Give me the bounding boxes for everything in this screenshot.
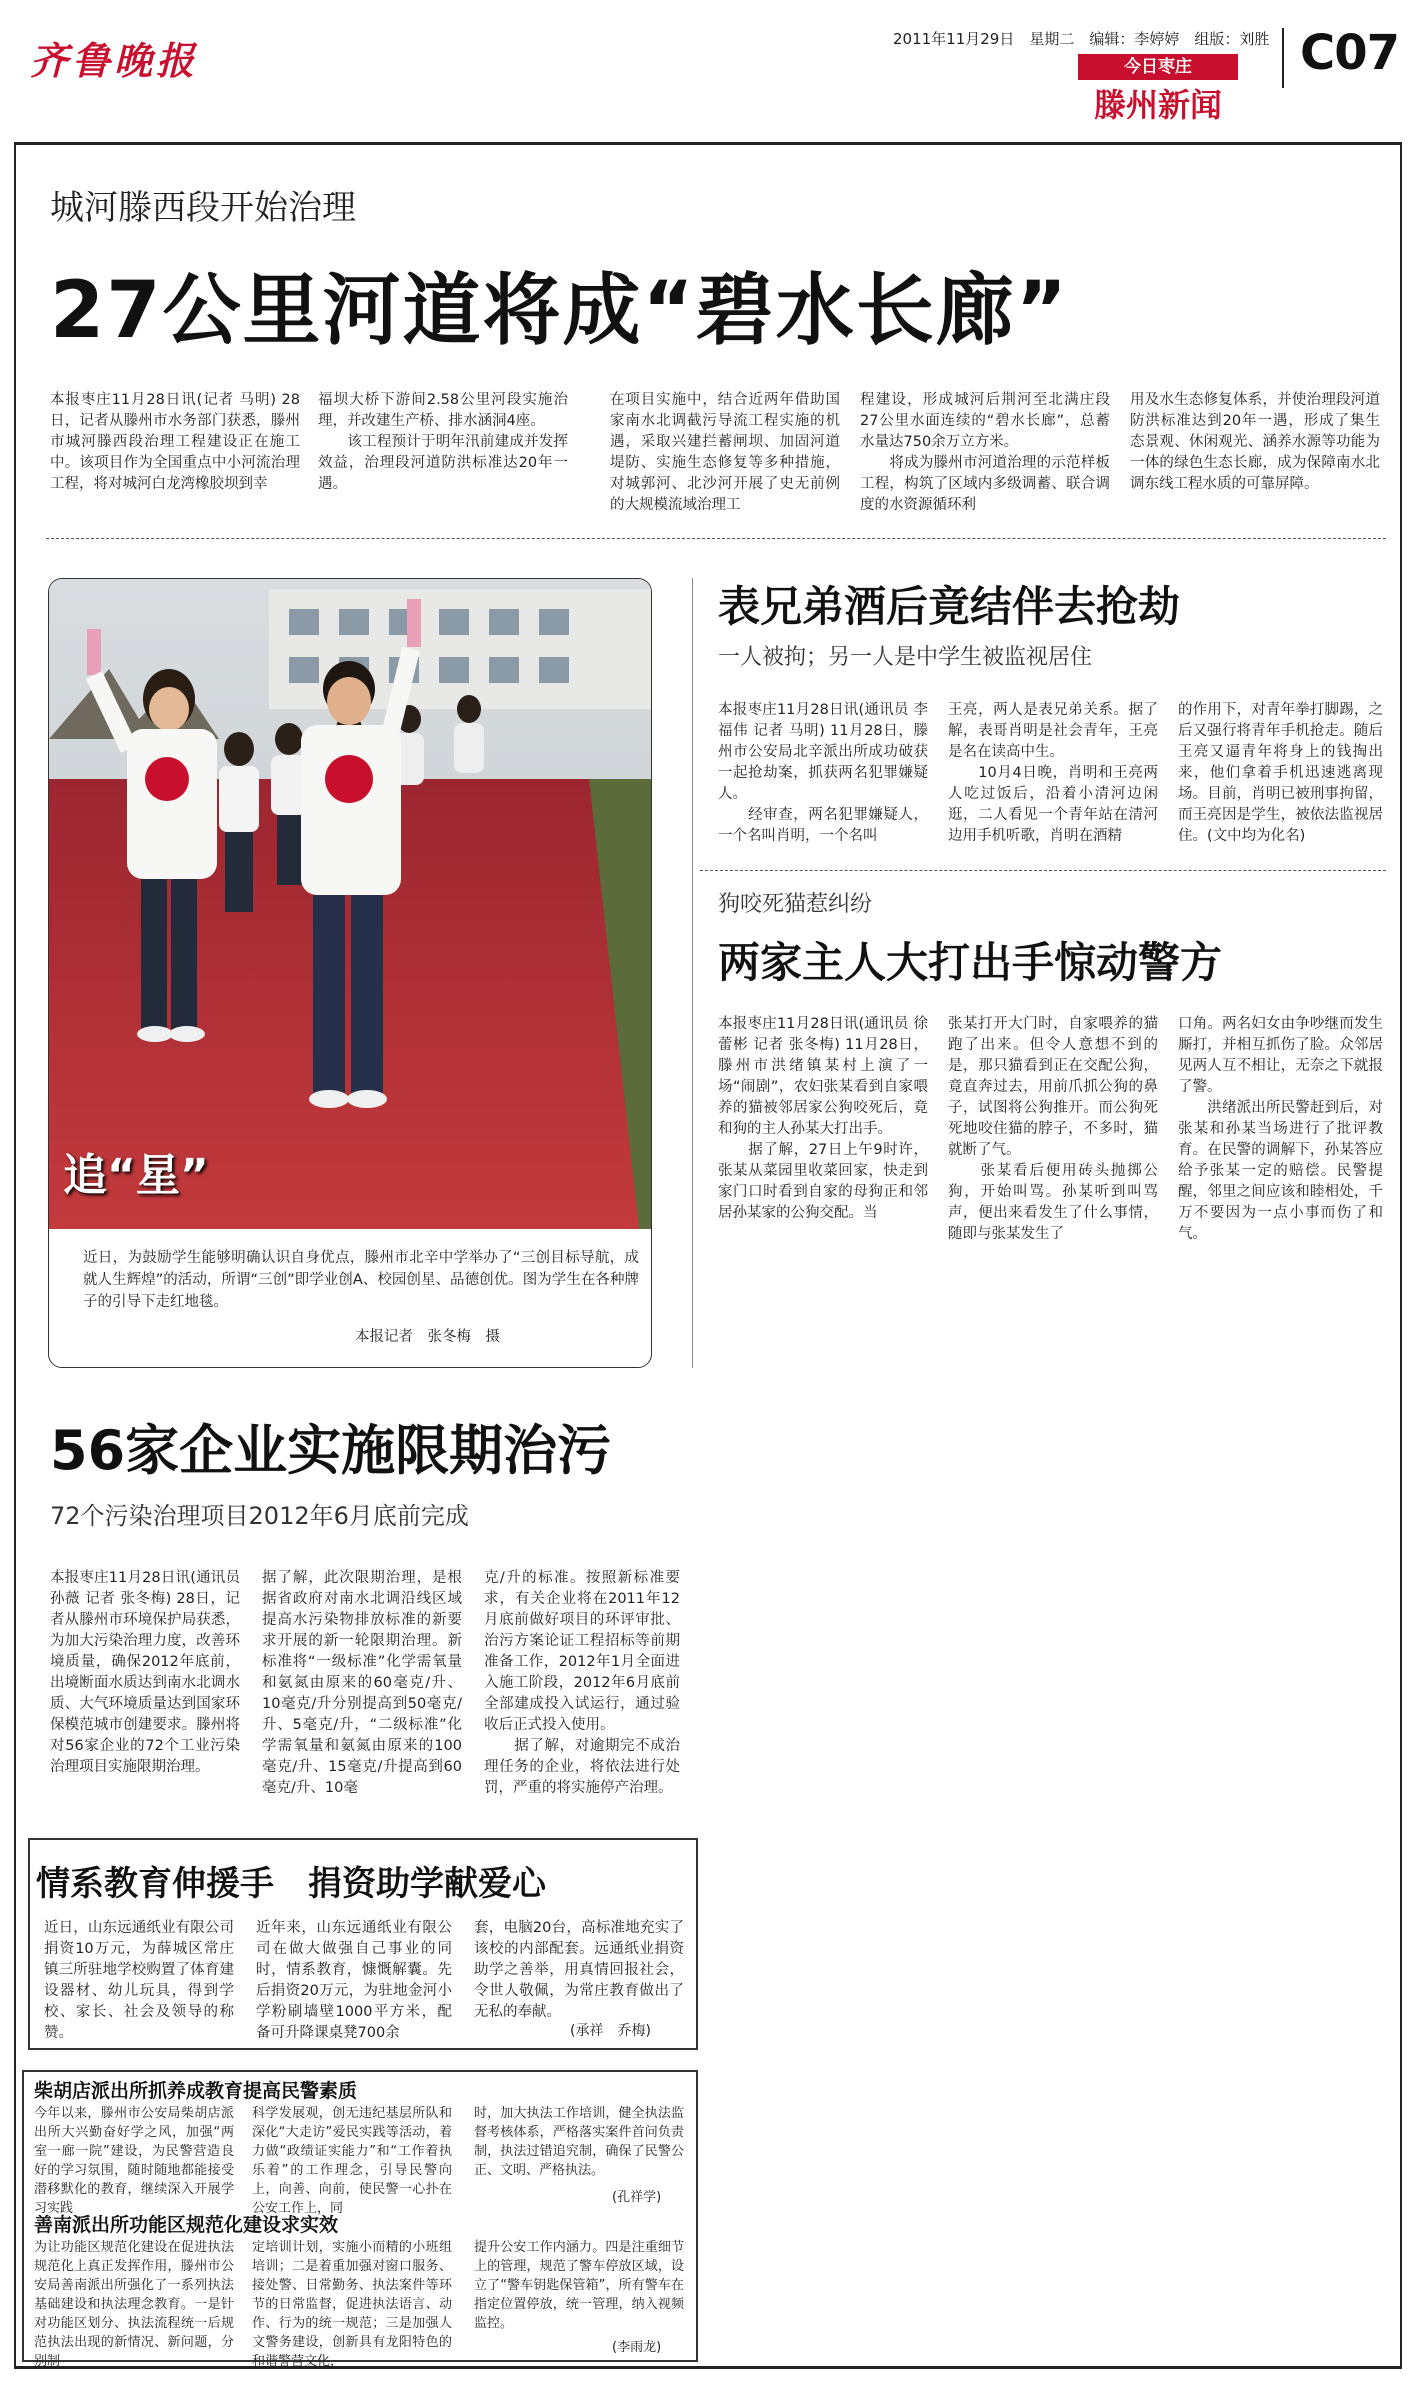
article2-headline: 表兄弟酒后竟结伴去抢劫 <box>718 582 1181 631</box>
paper-name: 齐鲁晚报 <box>30 38 199 83</box>
article6-col3: 时，加大执法工作培训，健全执法监督考核体系，严格落实案件首问负责制，执法过错追究制，确保了民警公正、文明、严格执法。 <box>474 2106 684 2178</box>
photo-overlay-title: 追“星” <box>63 1150 209 1201</box>
article1-divider <box>46 538 1386 539</box>
article1-col5: 用及水生态修复体系，并使治理段河道防洪标准达到20年一遇，形成了集生态景观、休闲观光、涵养水源等功能为一体的绿色生态长廊，成为保障南水北调东线工程水质的可靠屏障。 <box>1130 392 1380 492</box>
article1-col1: 本报枣庄11月28日讯(记者 马明) 28日，记者从滕州市水务部门获悉，滕州市城河滕西段治理工程建设正在施工中。该项目作为全国重点中小河流治理工程，将对城河白龙湾橡胶坝到幸 <box>50 392 300 492</box>
section-name: 滕州新闻 <box>1093 86 1222 124</box>
article7-byline: (李雨龙) <box>612 2340 662 2355</box>
article5-byline: (承祥 乔梅) <box>570 2023 651 2039</box>
article4-col1: 本报枣庄11月28日讯(通讯员 孙薇 记者 张冬梅) 28日，记者从滕州市环境保护局获悉，为加大污染治理力度，改善环境质量，确保2012年底前，出境断面水质达到南水北调水质、大气环境质量达到国家环保模范城市创建要求。滕州将对56家企业的72个工业污染治理项目实施限期治理。 <box>50 1570 240 1775</box>
article6-byline: (孔祥学) <box>612 2190 662 2205</box>
article7-col2: 定培训计划，实施小而精的小班组培训；二是着重加强对窗口服务、接处警、日常勤务、执法案件等环节的日常监督，促进执法语言、动作、行为的统一规范；三是加强人文警务建设，创新具有龙阳特色的和谐警营文化， <box>252 2240 452 2369</box>
article5-col1: 近日，山东远通纸业有限公司捐资10万元，为薛城区常庄镇三所驻地学校购置了体育建设器材、幼儿玩具，得到学校、家长、社会及领导的称赞。 <box>44 1920 234 2041</box>
article3-headline: 两家主人大打出手惊动警方 <box>718 938 1223 987</box>
article2-col3: 的作用下，对青年拳打脚踢，之后又强行将青年手机抢走。随后王亮又逼青年将身上的钱掏出来，他们拿着手机迅速逃离现场。目前，肖明已被刑事拘留，而王亮因是学生，被依法监视居住。(文中均为化名) <box>1178 702 1383 844</box>
article2-subhead: 一人被拘；另一人是中学生被监视居住 <box>718 645 1093 670</box>
article3-col2: 张某打开大门时，自家喂养的猫跑了出来。但令人意想不到的是，那只猫看到正在交配公狗，竟直奔过去，用前爪抓公狗的鼻子，试图将公狗推开。而公狗死死地咬住猫的脖子，不多时，猫就断了气。 张某看后便用砖头抛掷公狗，开始叫骂。孙某听到叫骂声，便出来看发生了什么事情，随即与张某发生了 <box>948 1016 1158 1242</box>
article3-col3: 口角。两名妇女由争吵继而发生厮打，并相互抓伤了脸。众邻居见两人互不相让，无奈之下就报了警。 洪绪派出所民警赶到后，对张某和孙某当场进行了批评教育。在民警的调解下，孙某答应给予张某一定的赔偿。民警提醒，邻里之间应该和睦相处，千万不要因为一点小事而伤了和气。 <box>1178 1016 1383 1242</box>
article3-kicker: 狗咬死猫惹纠纷 <box>718 892 873 917</box>
article5-col2: 近年来，山东远通纸业有限公司在做大做强自己事业的同时，情系教育，慷慨解囊。先后捐资20万元，为驻地金河小学粉刷墙壁1000平方米，配备可升降课桌凳700余 <box>256 1920 452 2041</box>
article1-kicker: 城河滕西段开始治理 <box>50 188 356 228</box>
article1-col4: 程建设，形成城河后荆河至北满庄段27公里水面连续的“碧水长廊”，总蓄水量达750余万立方米。 将成为滕州市河道治理的示范样板工程，构筑了区域内多级调蓄、联合调度的水资源循环利 <box>860 392 1110 513</box>
article4-col2: 据了解，此次限期治理，是根据省政府对南水北调沿线区域提高水污染物排放标准的新要求开展的新一轮限期治理。新标准将“一级标准”化学需氧量和氨氮由原来的60毫克/升、10毫克/升分别提高到50毫克/升、5毫克/升，“二级标准”化学需氧量和氨氮由原来的100毫克/升、15毫克/升提高到60毫克/升、10毫 <box>262 1570 462 1796</box>
photo-caption: 近日，为鼓励学生能够明确认识自身优点，滕州市北辛中学举办了“三创目标导航，成就人生辉煌”的活动，所谓“三创”即学业创A、校园创星、品德创优。图为学生在各种牌子的引导下走红地毯。 <box>83 1250 639 1310</box>
article4-col3: 克/升的标准。按照新标准要求，有关企业将在2011年12月底前做好项目的环评审批、治污方案论证工程招标等前期准备工作，2012年1月全面进入施工阶段，2012年6月底前全部建成投入试运行，通过验收后正式投入使用。 据了解，对逾期完不成治理任务的企业，将依法进行处罚，严重的将实施停产治理。 <box>484 1570 680 1796</box>
article7-headline: 善南派出所功能区规范化建设求实效 <box>34 2214 339 2236</box>
article7-col1: 为让功能区规范化建设在促进执法规范化上真正发挥作用，滕州市公安局善南派出所强化了一系列执法基础建设和执法理念教育。一是针对功能区划分、执法流程统一后规范执法出现的新情况、新问题，分别制 <box>34 2240 234 2369</box>
students-photo <box>49 579 652 1229</box>
article6-col2: 科学发展观，创无违纪基层所队和深化“大走访”爱民实践等活动，着力做“政绩证实能力”和“工作着执乐着”的工作理念，引导民警向上，向善、向前，使民警一心扑在公安工作上，同 <box>252 2106 452 2216</box>
article5-headline: 情系教育伸援手 捐资助学献爱心 <box>36 1864 546 1904</box>
bottom-rule <box>14 2366 1402 2369</box>
article5-col3: 套，电脑20台，高标准地充实了该校的内部配套。远通纸业捐资助学之善举，用真情回报社会，令世人敬佩，为常庄教育做出了无私的奉献。 <box>474 1920 684 2020</box>
photo-frame <box>48 578 652 1368</box>
article4-headline: 56家企业实施限期治污 <box>50 1419 612 1482</box>
article2-divider <box>700 870 1386 871</box>
article2-col2: 王亮，两人是表兄弟关系。据了解，表哥肖明是社会青年，王亮是名在读高中生。 10月4日晚，肖明和王亮两人吃过饭后，沿着小清河边闲逛，二人看见一个青年站在清河边用手机听歌，肖明在酒精 <box>948 702 1158 844</box>
article4-subhead: 72个污染治理项目2012年6月底前完成 <box>50 1502 469 1530</box>
photo-credit: 本报记者 张冬梅 摄 <box>355 1329 500 1345</box>
article1-col2: 福坝大桥下游间2.58公里河段实施治理，并改建生产桥、排水涵洞4座。 该工程预计于明年汛前建成并发挥效益，治理段河道防洪标准达20年一遇。 <box>318 392 568 492</box>
article6-col1: 今年以来，滕州市公安局柴胡店派出所大兴勤奋好学之风，加强“两室一廊一院”建设，为民警营造良好的学习氛围，随时随地都能接受潜移默化的教育，继续深入开展学习实践 <box>34 2106 234 2216</box>
article3-col1: 本报枣庄11月28日讯(通讯员 徐蕾彬 记者 张冬梅) 11月28日，滕州市洪绪镇某村上演了一场“闹剧”，农妇张某看到自家喂养的猫被邻居家公狗咬死后，竟和狗的主人孙某大打出手。 据了解，27日上午9时许，张某从菜园里收菜回家，快走到家门口时看到自家的母狗正和邻居孙某家的公狗交配。当 <box>718 1016 928 1221</box>
date-line: 2011年11月29日 星期二 编辑：李婷婷 组版：刘胜 <box>893 30 1270 48</box>
article1-headline: 27公里河道将成“碧水长廊” <box>50 266 1070 356</box>
right-border <box>1400 142 1402 2367</box>
article6-headline: 柴胡店派出所抓养成教育提高民警素质 <box>34 2080 358 2102</box>
masthead <box>0 0 1417 130</box>
page-number: C07 <box>1300 25 1400 81</box>
section-tag: 今日枣庄 <box>1078 54 1238 80</box>
left-border <box>14 142 16 2367</box>
masthead-divider <box>1282 28 1284 88</box>
column-divider <box>692 578 693 1368</box>
article7-col3: 提升公安工作内涵力。四是注重细节上的管理，规范了警车停放区域，设立了“警车钥匙保管箱”，所有警车在指定位置停放，统一管理，纳入视频监控。 <box>474 2240 684 2331</box>
masthead-rule <box>14 142 1402 145</box>
article1-col3: 在项目实施中，结合近两年借助国家南水北调截污导流工程实施的机遇，采取兴建拦蓄闸坝、加固河道堤防、实施生态修复等多种措施，对城郭河、北沙河开展了史无前例的大规模流域治理工 <box>610 392 840 513</box>
article2-col1: 本报枣庄11月28日讯(通讯员 李福伟 记者 马明) 11月28日，滕州市公安局北辛派出所成功破获一起抢劫案，抓获两名犯罪嫌疑人。 经审查，两名犯罪嫌疑人，一个名叫肖明，一个名叫 <box>718 702 928 844</box>
